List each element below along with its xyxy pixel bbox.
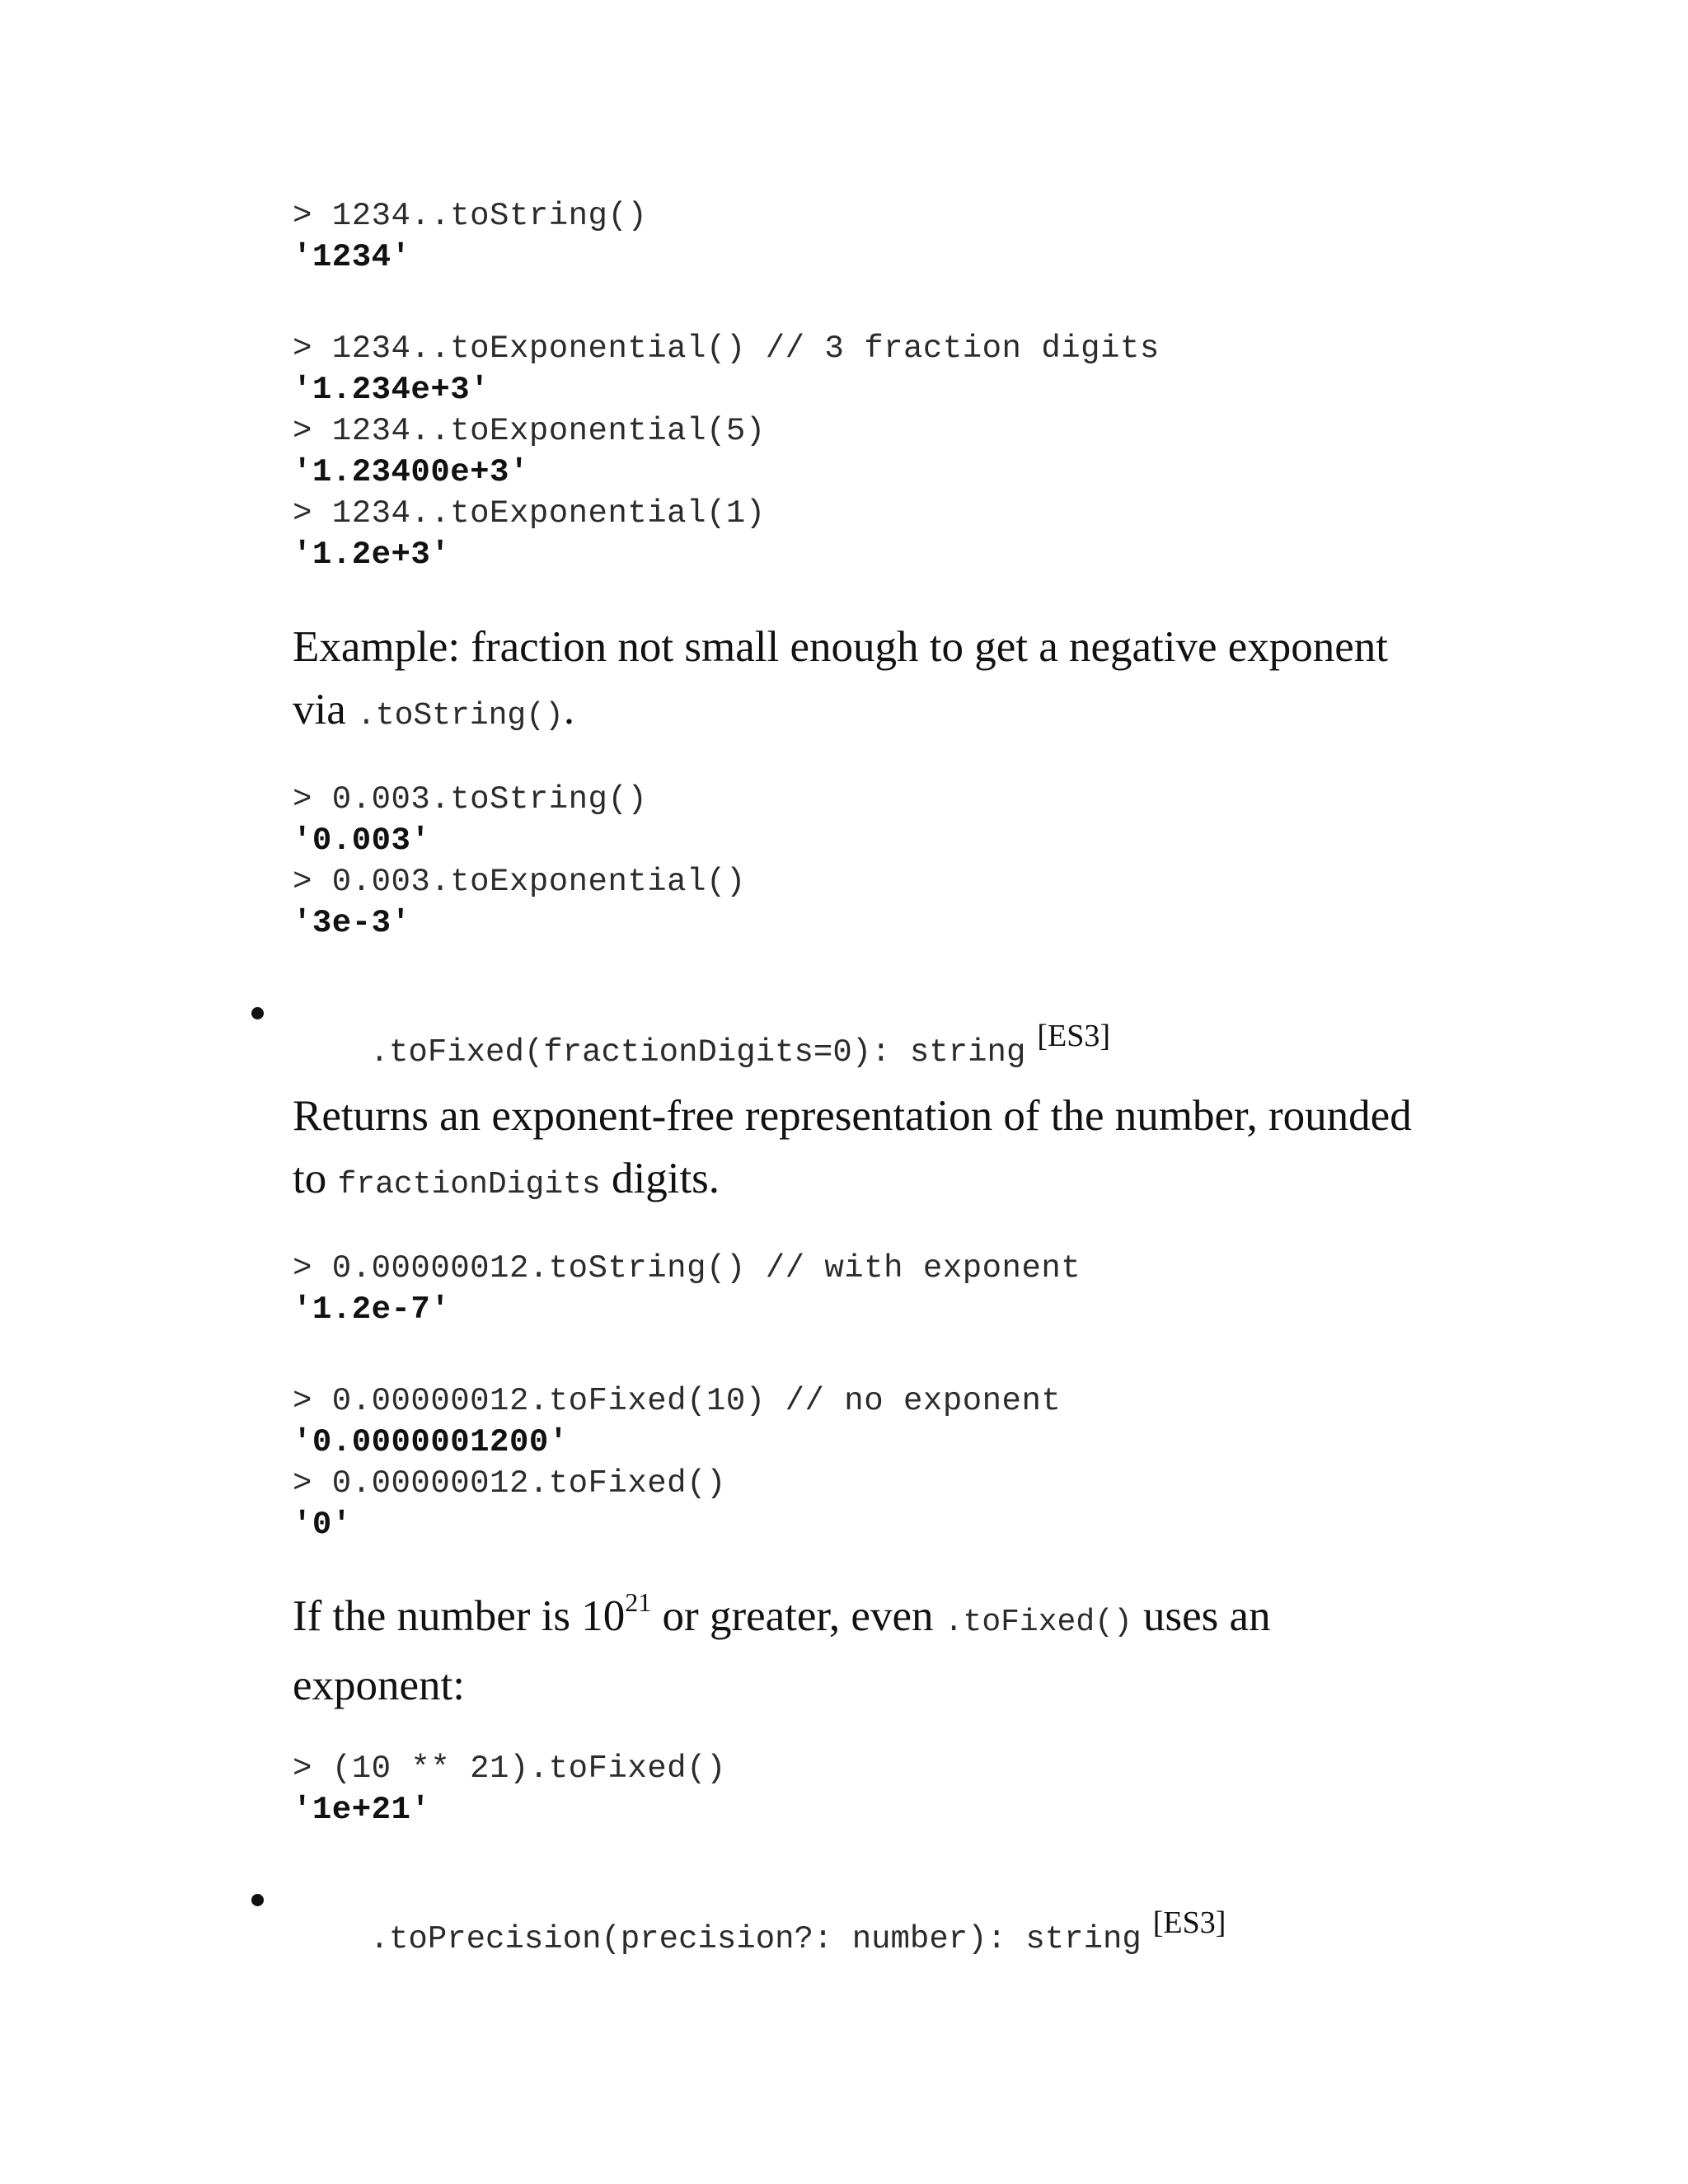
inline-code: .toString() xyxy=(357,698,564,733)
paragraph-text: If the number is xyxy=(293,1592,582,1640)
method-signature: .toFixed(fractionDigits=0): string xyxy=(369,1034,1026,1071)
code-block-no-exponent xyxy=(293,1380,1061,1545)
code-input-line: > 0.003.toString() xyxy=(293,781,648,818)
number-exponent: 21 xyxy=(625,1587,652,1618)
code-block-large-tofixed xyxy=(293,1748,726,1830)
code-input-line: > 0.003.toExponential() xyxy=(293,864,746,900)
code-output-line: '1e+21' xyxy=(293,1792,431,1828)
inline-code: .toFixed() xyxy=(944,1605,1132,1640)
number-base: 10 xyxy=(581,1592,626,1640)
code-output-line: '0' xyxy=(293,1507,352,1543)
code-output-line: '1234' xyxy=(293,239,411,275)
code-block-fraction xyxy=(293,779,746,944)
code-output-line: '1.23400e+3' xyxy=(293,454,529,490)
code-output-line: '0.0000001200' xyxy=(293,1424,569,1460)
code-output-line: '0.003' xyxy=(293,823,431,859)
inline-code: fractionDigits xyxy=(337,1167,601,1202)
code-input-line: > 1234..toExponential(1) xyxy=(293,495,766,532)
list-item-toprecision xyxy=(293,1883,1226,1994)
code-input-line: > 1234..toExponential() // 3 fraction digits xyxy=(293,330,1160,367)
code-block-tostring xyxy=(293,195,647,278)
paragraph-text-end: digits. xyxy=(600,1155,720,1202)
es-version-tag: [ES3] xyxy=(1152,1905,1226,1940)
paragraph-end: . xyxy=(563,686,575,733)
code-input-line: > (10 ** 21).toFixed() xyxy=(293,1750,726,1787)
code-block-with-exponent xyxy=(293,1248,1081,1330)
code-input-line: > 0.00000012.toFixed() xyxy=(293,1465,726,1502)
code-input-line: > 1234..toString() xyxy=(293,198,648,234)
code-output-line: '1.2e-7' xyxy=(293,1291,451,1328)
method-signature: .toPrecision(precision?: number): string xyxy=(369,1921,1142,1957)
code-input-line: > 0.00000012.toFixed(10) // no exponent xyxy=(293,1383,1062,1419)
code-output-line: '1.234e+3' xyxy=(293,372,490,408)
es-version-tag: [ES3] xyxy=(1037,1019,1111,1053)
paragraph-example-fraction xyxy=(293,616,1447,748)
code-output-line: '3e-3' xyxy=(293,905,411,941)
bullet-icon xyxy=(251,1894,264,1906)
code-block-toexponential xyxy=(293,328,1160,575)
code-output-line: '1.2e+3' xyxy=(293,537,451,573)
paragraph-large-number xyxy=(293,1585,1447,1717)
paragraph-text: Returns an exponent-free representation of the number, rounded to xyxy=(293,1092,1412,1202)
code-input-line: > 0.00000012.toString() // with exponent xyxy=(293,1250,1081,1286)
bullet-icon xyxy=(251,1007,264,1019)
code-input-line: > 1234..toExponential(5) xyxy=(293,413,766,449)
paragraph-text-middle: or greater, even xyxy=(651,1592,945,1640)
paragraph-tofixed-description xyxy=(293,1085,1447,1216)
paragraph-text-end: uses an exponent: xyxy=(293,1592,1271,1709)
paragraph-text: Example: fraction not small enough to get a negative exponent via xyxy=(293,623,1389,733)
